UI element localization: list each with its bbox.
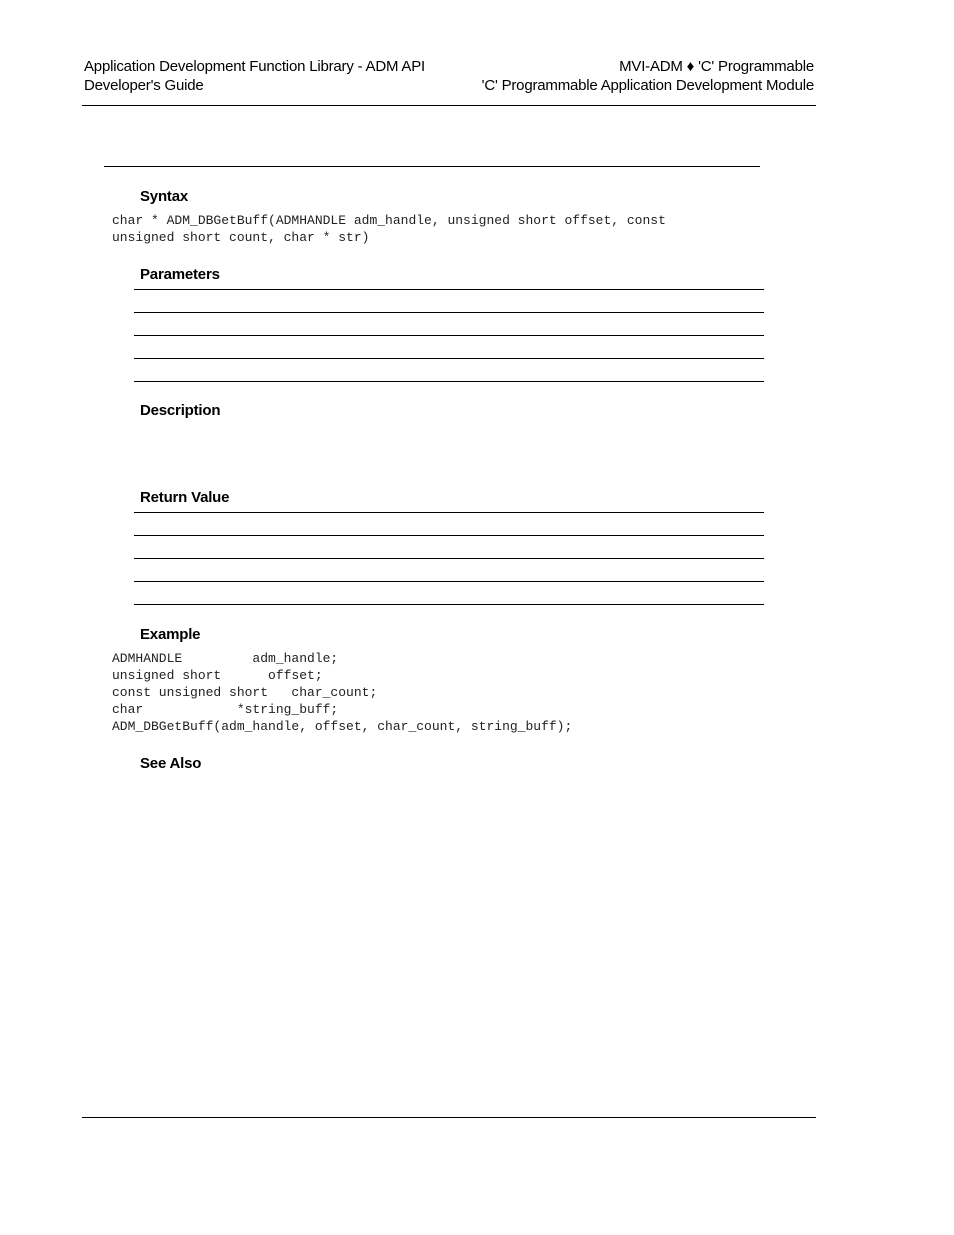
example-code-line: char *string_buff; bbox=[112, 702, 339, 717]
example-code-line: const unsigned short char_count; bbox=[112, 685, 378, 700]
section-divider bbox=[104, 166, 760, 167]
header-left bbox=[84, 57, 425, 95]
header-right bbox=[482, 57, 814, 95]
header-product-name: MVI-ADM ♦ 'C' Programmable bbox=[619, 58, 814, 75]
description-heading: Description bbox=[140, 402, 221, 419]
header-doc-title: Application Development Function Library - ADM API bbox=[84, 58, 425, 75]
table-rule bbox=[134, 512, 764, 513]
header-divider bbox=[82, 105, 816, 106]
return-value-heading: Return Value bbox=[140, 489, 230, 506]
see-also-heading: See Also bbox=[140, 755, 202, 772]
example-code-line: unsigned short offset; bbox=[112, 668, 323, 683]
table-rule bbox=[134, 335, 764, 336]
syntax-code-line: unsigned short count, char * str) bbox=[112, 230, 370, 245]
syntax-heading: Syntax bbox=[140, 188, 188, 205]
parameters-heading: Parameters bbox=[140, 266, 220, 283]
page-header bbox=[84, 57, 814, 97]
header-doc-subtitle: Developer's Guide bbox=[84, 77, 204, 94]
table-rule bbox=[134, 604, 764, 605]
table-rule bbox=[134, 581, 764, 582]
table-rule bbox=[134, 289, 764, 290]
example-code-line: ADM_DBGetBuff(adm_handle, offset, char_count, string_buff); bbox=[112, 719, 573, 734]
header-product-description: 'C' Programmable Application Development Module bbox=[481, 77, 814, 94]
syntax-code bbox=[112, 212, 666, 246]
table-rule bbox=[134, 381, 764, 382]
example-code bbox=[112, 650, 572, 735]
table-rule bbox=[134, 558, 764, 559]
example-heading: Example bbox=[140, 626, 201, 643]
table-rule bbox=[134, 312, 764, 313]
example-code-line: ADMHANDLE adm_handle; bbox=[112, 651, 339, 666]
footer-divider bbox=[82, 1117, 816, 1118]
syntax-code-line: char * ADM_DBGetBuff(ADMHANDLE adm_handle, unsigned short offset, const bbox=[112, 213, 666, 228]
table-rule bbox=[134, 535, 764, 536]
table-rule bbox=[134, 358, 764, 359]
